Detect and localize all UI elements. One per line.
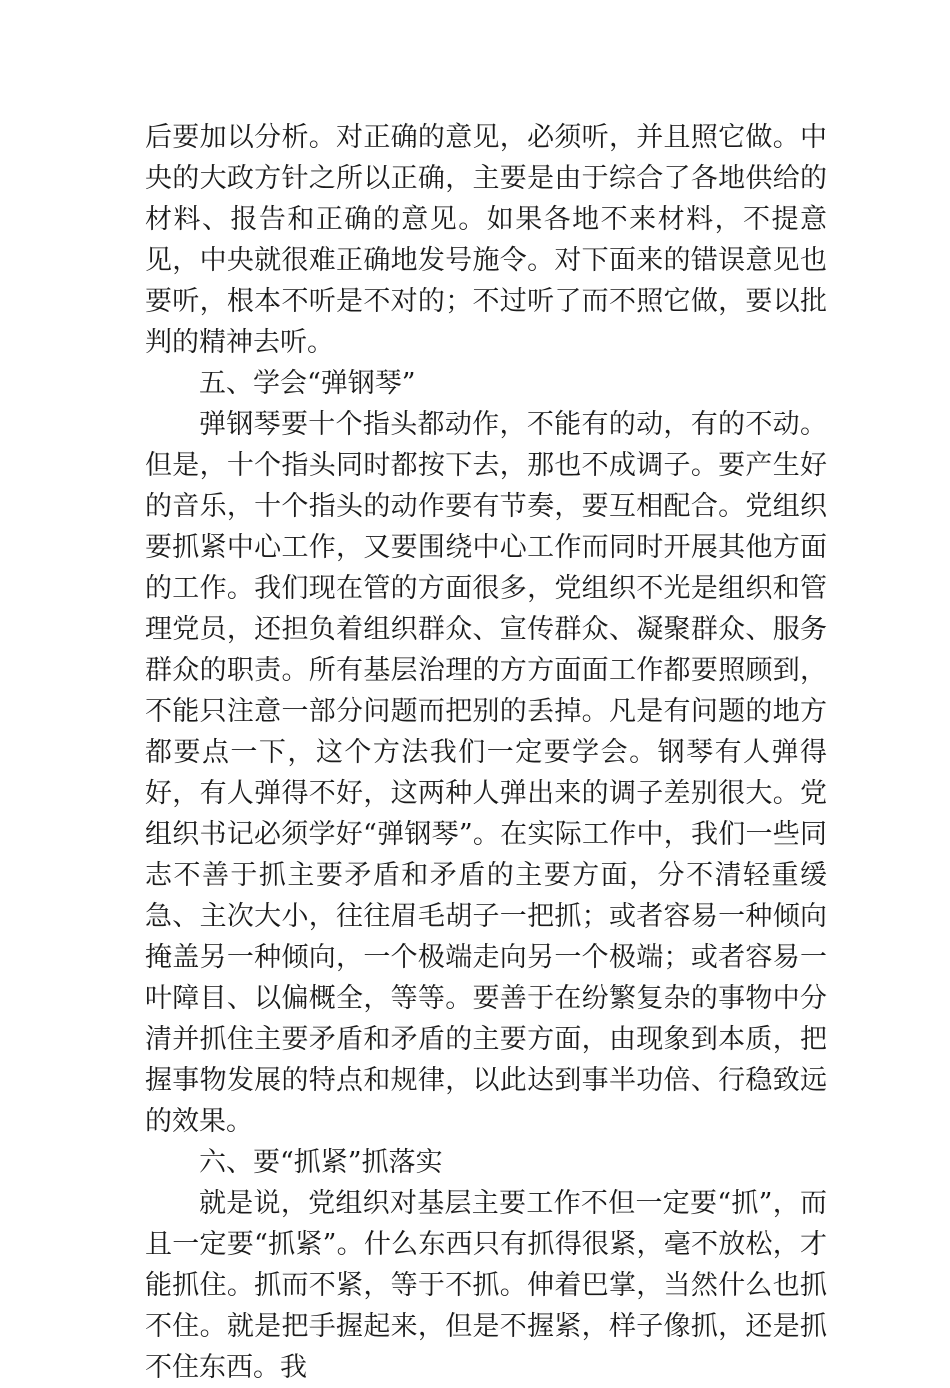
- document-body: [145, 117, 827, 1388]
- section-heading-six: 六、要“抓紧”抓落实: [199, 1147, 443, 1178]
- paragraph-piano: 弹钢琴要十个指头都动作，不能有的动，有的不动。但是，十个指头同时都按下去，那也不成调子。要产生好的音乐，十个指头的动作要有节奏，要互相配合。党组织要抓紧中心工作，又要围绕中心工作而同时开展其他方面的工作。我们现在管的方面很多，党组织不光是组织和管理党员，还担负着组织群众、宣传群众、凝聚群众、服务群众的职责。所有基层治理的方方面面工作都要照顾到，不能只注意一部分问题而把别的丢掉。凡是有问题的地方都要点一下，这个方法我们一定要学会。钢琴有人弹得好，有人弹得不好，这两种人弹出来的调子差别很大。党组织书记必须学好“弹钢琴”。在实际工作中，我们一些同志不善于抓主要矛盾和矛盾的主要方面，分不清轻重缓急、主次大小，往往眉毛胡子一把抓；或者容易一种倾向掩盖另一种倾向，一个极端走向另一个极端；或者容易一叶障目、以偏概全，等等。要善于在纷繁复杂的事物中分清并抓住主要矛盾和矛盾的主要方面，由现象到本质，把握事物发展的特点和规律，以此达到事半功倍、行稳致远的效果。: [145, 409, 827, 1137]
- section-heading-five: 五、学会“弹钢琴”: [199, 368, 416, 399]
- paragraph-continued: 后要加以分析。对正确的意见，必须听，并且照它做。中央的大政方针之所以正确，主要是由于综合了各地供给的材料、报告和正确的意见。如果各地不来材料，不提意见，中央就很难正确地发号施令。对下面来的错误意见也要听，根本不听是不对的；不过听了而不照它做，要以批判的精神去听。: [145, 122, 827, 358]
- paragraph-grasp: 就是说，党组织对基层主要工作不但一定要“抓”，而且一定要“抓紧”。什么东西只有抓得很紧，毫不放松，才能抓住。抓而不紧，等于不抓。伸着巴掌，当然什么也抓不住。就是把手握起来，但是不握紧，样子像抓，还是抓不住东西。我: [145, 1188, 827, 1383]
